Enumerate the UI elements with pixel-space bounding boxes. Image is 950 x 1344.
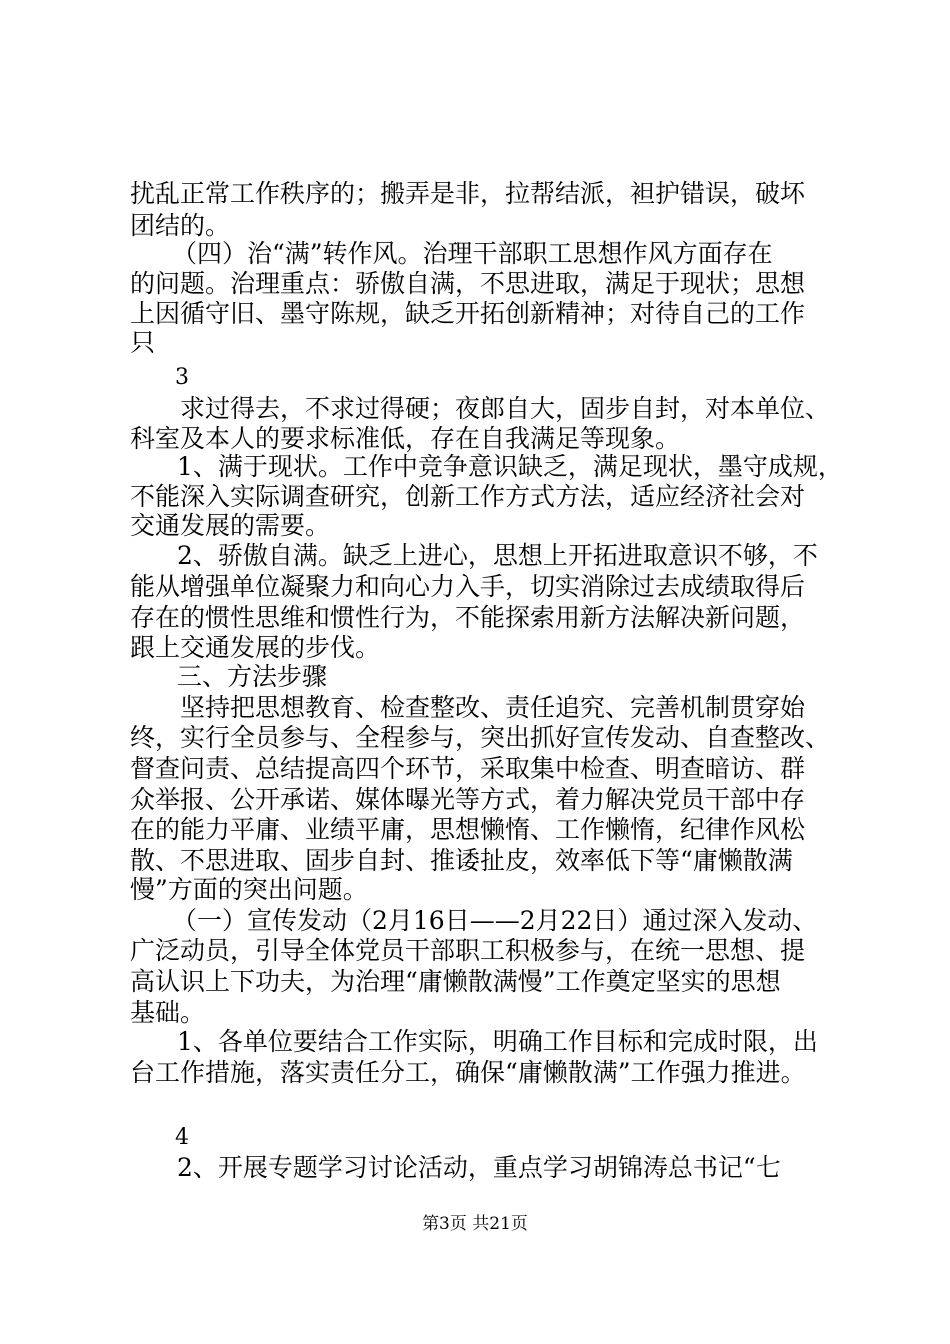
body-line: 跟上交通发展的步伐。 <box>130 633 381 662</box>
body-line: 2、开展专题学习讨论活动，重点学习胡锦涛总书记“七 <box>177 1153 781 1182</box>
body-line: 基础。 <box>130 998 206 1027</box>
body-line: 2、骄傲自满。缺乏上进心，思想上开拓进取意识不够，不 <box>177 541 818 570</box>
body-line: 交通发展的需要。 <box>130 511 331 540</box>
body-line: 广泛动员，引导全体党员干部职工积极参与，在统一思想、提 <box>130 936 806 965</box>
body-line: 科室及本人的要求标准低，存在自我满足等现象。 <box>130 424 681 453</box>
body-line: 高认识上下功夫，为治理“庸懒散满慢”工作奠定坚实的思想 <box>130 967 781 996</box>
body-line: 不能深入实际调查研究，创新工作方式方法，适应经济社会对 <box>130 482 806 511</box>
body-line: 存在的惯性思维和惯性行为，不能探索用新方法解决新问题， <box>130 603 806 632</box>
body-line: 能从增强单位凝聚力和向心力入手，切实消除过去成绩取得后 <box>130 572 806 601</box>
body-line: 团结的。 <box>130 211 231 240</box>
body-line: 督查问责、总结提高四个环节，采取集中检查、明查暗访、群 <box>130 754 806 783</box>
body-line: 上因循守旧、墨守陈规，缺乏开拓创新精神；对待自己的工作 <box>130 299 806 328</box>
body-line: 慢”方面的突出问题。 <box>130 875 368 904</box>
body-line: 1、满于现状。工作中竞争意识缺乏，满足现状，墨守成规， <box>177 452 843 481</box>
body-line: 的问题。治理重点：骄傲自满，不思进取，满足于现状；思想 <box>130 269 806 298</box>
inline-page-number: 4 <box>175 1125 189 1150</box>
inline-page-number: 3 <box>175 365 189 390</box>
body-line: 散、不思进取、固步自封、推诿扯皮，效率低下等“庸懒散满 <box>130 846 793 875</box>
body-line: 终，实行全员参与、全程参与，突出抓好宣传发动、自查整改、 <box>130 723 831 752</box>
body-line: 台工作措施，落实责任分工，确保“庸懒散满”工作强力推进。 <box>130 1058 806 1087</box>
body-line: 坚持把思想教育、检查整改、责任追究、完善机制贯穿始 <box>180 693 806 722</box>
page-footer: 第3页 共21页 <box>422 1214 528 1234</box>
section-heading: 三、方法步骤 <box>177 662 328 691</box>
body-line: （四）治“满”转作风。治理干部职工思想作风方面存在 <box>172 239 773 268</box>
body-line: 众举报、公开承诺、媒体曝光等方式，着力解决党员干部中存 <box>130 785 806 814</box>
body-line: 求过得去，不求过得硬；夜郎自大，固步自封，对本单位、 <box>180 394 831 423</box>
body-line: 在的能力平庸、业绩平庸，思想懒惰、工作懒惰，纪律作风松 <box>130 815 806 844</box>
body-line: （一）宣传发动（2月16日——2月22日）通过深入发动、 <box>172 906 818 935</box>
body-line: 只 <box>130 328 156 357</box>
body-line: 扰乱正常工作秩序的；搬弄是非，拉帮结派，袒护错误，破坏 <box>130 179 806 208</box>
body-line: 1、各单位要结合工作实际，明确工作目标和完成时限，出 <box>177 1027 818 1056</box>
